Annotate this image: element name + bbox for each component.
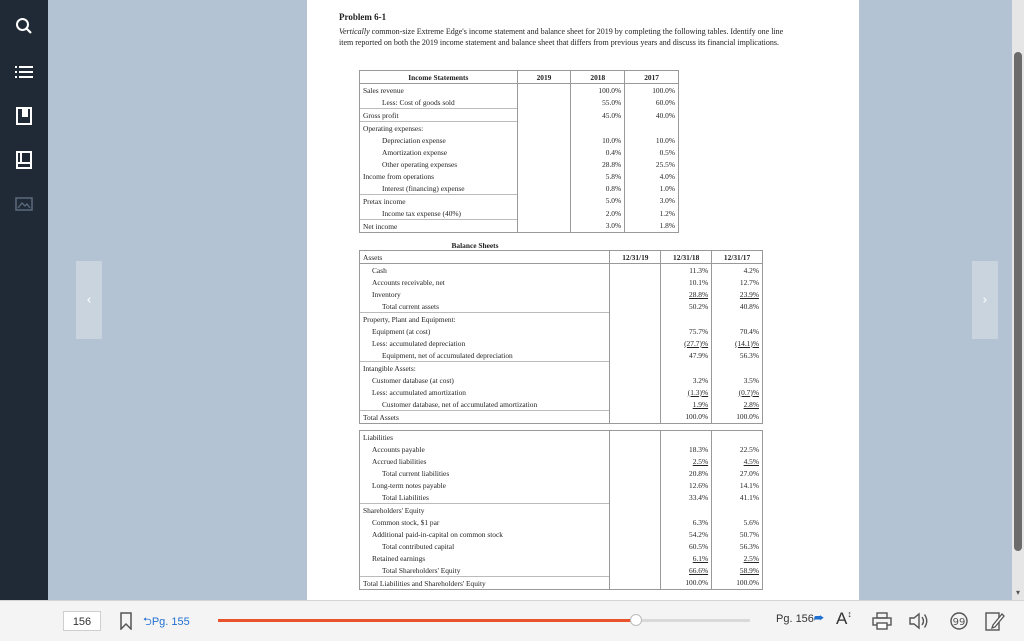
- problem-intro-emphasis: Vertically: [339, 27, 370, 36]
- balance-row-label: Inventory: [360, 288, 610, 300]
- balance-cell-2018: (1.3)%: [661, 386, 712, 398]
- balance-row: [360, 504, 763, 517]
- balance-cell-2017: (14.1)%: [712, 337, 763, 349]
- income-cell-2018: 5.8%: [571, 170, 625, 182]
- balance-cell-2019: [610, 411, 661, 424]
- reading-progress-fill: [218, 619, 636, 622]
- balance-row-label: Accounts payable: [360, 443, 610, 455]
- balance-cell-2017: 40.8%: [712, 300, 763, 313]
- balance-row-label: Total Shareholders' Equity: [360, 564, 610, 577]
- income-cell-2018: 45.0%: [571, 109, 625, 122]
- problem-instructions: [339, 26, 799, 48]
- balance-row-label: Equipment, net of accumulated depreciation: [360, 349, 610, 362]
- balance-cell-2019: [610, 504, 661, 517]
- income-cell-2019: [517, 134, 571, 146]
- previous-page-button[interactable]: [76, 261, 102, 339]
- income-cell-2017: 3.0%: [625, 195, 679, 208]
- income-header-2019: 2019: [517, 71, 571, 84]
- balance-cell-2018: 28.8%: [661, 288, 712, 300]
- balance-cell-2019: [610, 264, 661, 277]
- balance-cell-2018: 50.2%: [661, 300, 712, 313]
- income-cell-2017: 10.0%: [625, 134, 679, 146]
- balance-row-label: Customer database, net of accumulated amortization: [360, 398, 610, 411]
- balance-cell-2017: 56.3%: [712, 540, 763, 552]
- income-cell-2017: 25.5%: [625, 158, 679, 170]
- balance-row: [360, 411, 763, 424]
- notes-edit-icon[interactable]: [985, 610, 1005, 632]
- balance-spacer-cell: [360, 424, 763, 431]
- book-page: [307, 0, 859, 600]
- balance-row: [360, 443, 763, 455]
- scroll-down-icon[interactable]: ▾: [1015, 588, 1020, 597]
- balance-cell-2019: [610, 276, 661, 288]
- balance-sheet-title: Balance Sheets: [451, 240, 499, 250]
- balance-cell-2018: (27.7)%: [661, 337, 712, 349]
- balance-cell-2018: 12.6%: [661, 479, 712, 491]
- notebook-button[interactable]: [0, 140, 48, 180]
- balance-header-2017: 12/31/17: [712, 251, 763, 264]
- balance-row: [360, 325, 763, 337]
- balance-cell-2018: 100.0%: [661, 411, 712, 424]
- next-page-button[interactable]: [972, 261, 998, 339]
- balance-row: [360, 491, 763, 504]
- text-size-button[interactable]: [836, 609, 852, 629]
- balance-cell-2017: 41.1%: [712, 491, 763, 504]
- income-cell-2018: [571, 122, 625, 135]
- balance-cell-2017: [712, 431, 763, 444]
- balance-header-2018: 12/31/18: [661, 251, 712, 264]
- reading-progress-bar[interactable]: [218, 619, 750, 622]
- balance-cell-2018: 100.0%: [661, 577, 712, 590]
- forward-page-link[interactable]: [776, 613, 824, 626]
- balance-row: [360, 362, 763, 375]
- balance-cell-2019: [610, 337, 661, 349]
- income-row: [360, 84, 679, 97]
- balance-cell-2017: 27.0%: [712, 467, 763, 479]
- income-cell-2019: [517, 146, 571, 158]
- balance-cell-2017: [712, 362, 763, 375]
- back-to-page-label: Pg. 155: [151, 616, 190, 628]
- balance-cell-2018: 20.8%: [661, 467, 712, 479]
- income-cell-2019: [517, 96, 571, 109]
- balance-row-label: Total current liabilities: [360, 467, 610, 479]
- balance-row-label: Total contributed capital: [360, 540, 610, 552]
- balance-cell-2017: 100.0%: [712, 577, 763, 590]
- problem-title: Problem 6-1: [339, 12, 387, 22]
- income-row-label: Net income: [360, 220, 518, 233]
- text-size-icon: A: [836, 609, 848, 628]
- income-cell-2019: [517, 207, 571, 220]
- balance-row-label: Total current assets: [360, 300, 610, 313]
- balance-cell-2018: 1.9%: [661, 398, 712, 411]
- income-cell-2017: 4.0%: [625, 170, 679, 182]
- balance-cell-2019: [610, 479, 661, 491]
- balance-row-label: Intangible Assets:: [360, 362, 610, 375]
- balance-row: [360, 479, 763, 491]
- balance-cell-2018: 33.4%: [661, 491, 712, 504]
- print-icon[interactable]: [872, 612, 892, 630]
- balance-row: [360, 288, 763, 300]
- balance-row: [360, 349, 763, 362]
- income-row: [360, 122, 679, 135]
- income-cell-2018: 2.0%: [571, 207, 625, 220]
- income-row-label: Less: Cost of goods sold: [360, 96, 518, 109]
- income-cell-2017: 60.0%: [625, 96, 679, 109]
- vertical-scrollbar[interactable]: [1012, 0, 1024, 600]
- balance-row-label: Liabilities: [360, 431, 610, 444]
- balance-cell-2017: 4.5%: [712, 455, 763, 467]
- balance-row: [360, 398, 763, 411]
- forward-page-label: Pg. 156: [776, 613, 814, 625]
- income-row: [360, 134, 679, 146]
- balance-row-label: Total Liabilities: [360, 491, 610, 504]
- income-cell-2019: [517, 220, 571, 233]
- balance-row-label: Cash: [360, 264, 610, 277]
- bookmark-page-icon: [16, 107, 32, 125]
- balance-row-label: Accounts receivable, net: [360, 276, 610, 288]
- balance-header-assets: Assets: [360, 251, 610, 264]
- book-icon: [16, 151, 32, 169]
- balance-cell-2019: [610, 349, 661, 362]
- income-row: [360, 170, 679, 182]
- balance-row-label: Total Assets: [360, 411, 610, 424]
- balance-row: [360, 516, 763, 528]
- balance-cell-2019: [610, 362, 661, 375]
- contents-button[interactable]: [0, 52, 48, 92]
- income-row: [360, 146, 679, 158]
- left-toolbar: [0, 0, 48, 640]
- balance-row: [360, 540, 763, 552]
- chevron-left-icon: ‹: [86, 292, 92, 308]
- balance-cell-2019: [610, 552, 661, 564]
- balance-cell-2019: [610, 431, 661, 444]
- balance-header-2019: 12/31/19: [610, 251, 661, 264]
- balance-row: [360, 313, 763, 326]
- balance-cell-2018: [661, 313, 712, 326]
- balance-cell-2018: 66.6%: [661, 564, 712, 577]
- income-cell-2018: 0.4%: [571, 146, 625, 158]
- back-arrow-icon: ⮌: [143, 616, 152, 628]
- balance-row: [360, 300, 763, 313]
- balance-row-label: Less: accumulated depreciation: [360, 337, 610, 349]
- balance-cell-2019: [610, 300, 661, 313]
- balance-row-label: Less: accumulated amortization: [360, 386, 610, 398]
- balance-cell-2019: [610, 374, 661, 386]
- income-header-2017: 2017: [625, 71, 679, 84]
- income-row-label: Pretax income: [360, 195, 518, 208]
- balance-cell-2019: [610, 516, 661, 528]
- page-number-input[interactable]: 156: [63, 611, 101, 631]
- balance-cell-2019: [610, 491, 661, 504]
- balance-row: [360, 528, 763, 540]
- income-cell-2019: [517, 195, 571, 208]
- balance-cell-2018: [661, 431, 712, 444]
- search-button[interactable]: [0, 6, 48, 46]
- income-cell-2018: 55.0%: [571, 96, 625, 109]
- income-cell-2019: [517, 122, 571, 135]
- balance-cell-2018: 6.1%: [661, 552, 712, 564]
- income-cell-2019: [517, 158, 571, 170]
- balance-row-label: Retained earnings: [360, 552, 610, 564]
- balance-cell-2017: 56.3%: [712, 349, 763, 362]
- balance-cell-2019: [610, 443, 661, 455]
- income-row: [360, 109, 679, 122]
- bookmarks-button[interactable]: [0, 96, 48, 136]
- balance-cell-2018: 60.5%: [661, 540, 712, 552]
- balance-cell-2017: [712, 313, 763, 326]
- income-statement-table: [359, 70, 679, 233]
- svg-text:99: 99: [952, 617, 966, 628]
- balance-cell-2018: 11.3%: [661, 264, 712, 277]
- balance-cell-2017: 3.5%: [712, 374, 763, 386]
- balance-row: [360, 264, 763, 277]
- balance-cell-2018: 47.9%: [661, 349, 712, 362]
- balance-cell-2018: 2.5%: [661, 455, 712, 467]
- text-size-updown-icon: ↕: [847, 609, 852, 619]
- balance-cell-2017: 58.9%: [712, 564, 763, 577]
- list-icon: [15, 64, 33, 80]
- income-row-label: Income tax expense (40%): [360, 207, 518, 220]
- balance-row-label: Total Liabilities and Shareholders' Equity: [360, 577, 610, 590]
- income-row-label: Operating expenses:: [360, 122, 518, 135]
- back-to-page-link[interactable]: [143, 613, 190, 632]
- income-row: [360, 220, 679, 233]
- balance-cell-2019: [610, 540, 661, 552]
- quote-icon[interactable]: [949, 611, 969, 631]
- income-cell-2019: [517, 84, 571, 97]
- balance-row-label: Shareholders' Equity: [360, 504, 610, 517]
- balance-cell-2019: [610, 386, 661, 398]
- income-row-label: Depreciation expense: [360, 134, 518, 146]
- income-row-label: Sales revenue: [360, 84, 518, 97]
- balance-cell-2019: [610, 313, 661, 326]
- balance-row-label: Additional paid-in-capital on common stock: [360, 528, 610, 540]
- balance-cell-2017: 23.9%: [712, 288, 763, 300]
- balance-cell-2017: 14.1%: [712, 479, 763, 491]
- image-button[interactable]: [0, 184, 48, 224]
- balance-row: [360, 386, 763, 398]
- income-cell-2019: [517, 182, 571, 195]
- income-row: [360, 96, 679, 109]
- income-cell-2018: 100.0%: [571, 84, 625, 97]
- income-cell-2018: 5.0%: [571, 195, 625, 208]
- balance-row-label: Common stock, $1 par: [360, 516, 610, 528]
- bottom-toolbar: [0, 600, 1024, 641]
- scrollbar-thumb[interactable]: [1014, 52, 1022, 551]
- income-header-label: Income Statements: [360, 71, 518, 84]
- balance-row-label: Accrued liabilities: [360, 455, 610, 467]
- balance-cell-2017: 4.2%: [712, 264, 763, 277]
- income-cell-2018: 0.8%: [571, 182, 625, 195]
- balance-cell-2017: 2.5%: [712, 552, 763, 564]
- income-row: [360, 195, 679, 208]
- bookmark-icon[interactable]: [120, 612, 132, 630]
- balance-cell-2018: 6.3%: [661, 516, 712, 528]
- balance-row: [360, 577, 763, 590]
- balance-row: [360, 431, 763, 444]
- balance-cell-2019: [610, 577, 661, 590]
- balance-cell-2017: 2.8%: [712, 398, 763, 411]
- balance-row: [360, 276, 763, 288]
- income-cell-2019: [517, 109, 571, 122]
- balance-cell-2019: [610, 564, 661, 577]
- forward-arrow-icon: ⮫: [813, 613, 825, 625]
- problem-intro-text: common-size Extreme Edge's income statement and balance sheet for 2019 by completing the following tables. Identify one line item reported on both the 2019 income statement and balance sheet that differs from previous years and discuss its financial implications.: [339, 27, 784, 47]
- balance-cell-2017: [712, 504, 763, 517]
- balance-row-label: Property, Plant and Equipment:: [360, 313, 610, 326]
- income-cell-2017: 0.5%: [625, 146, 679, 158]
- balance-cell-2018: 54.2%: [661, 528, 712, 540]
- balance-cell-2017: 70.4%: [712, 325, 763, 337]
- balance-row: [360, 374, 763, 386]
- balance-row: [360, 337, 763, 349]
- balance-cell-2017: 12.7%: [712, 276, 763, 288]
- balance-cell-2018: 10.1%: [661, 276, 712, 288]
- income-row-label: Interest (financing) expense: [360, 182, 518, 195]
- balance-cell-2019: [610, 398, 661, 411]
- balance-spacer-row: [360, 424, 763, 431]
- balance-cell-2019: [610, 467, 661, 479]
- balance-cell-2017: 5.6%: [712, 516, 763, 528]
- read-aloud-icon[interactable]: [908, 611, 930, 631]
- balance-row: [360, 467, 763, 479]
- balance-row: [360, 552, 763, 564]
- income-row-label: Gross profit: [360, 109, 518, 122]
- income-header-2018: 2018: [571, 71, 625, 84]
- balance-cell-2018: 3.2%: [661, 374, 712, 386]
- reader-viewport: [48, 0, 1012, 600]
- balance-cell-2019: [610, 455, 661, 467]
- balance-row-label: Long-term notes payable: [360, 479, 610, 491]
- reading-progress-handle[interactable]: [630, 614, 642, 626]
- balance-cell-2019: [610, 325, 661, 337]
- income-cell-2017: 1.0%: [625, 182, 679, 195]
- income-rows: [360, 84, 679, 233]
- balance-cell-2019: [610, 528, 661, 540]
- balance-row-label: Equipment (at cost): [360, 325, 610, 337]
- income-cell-2017: 1.8%: [625, 220, 679, 233]
- balance-rows: [360, 264, 763, 590]
- balance-cell-2018: 18.3%: [661, 443, 712, 455]
- income-cell-2017: 1.2%: [625, 207, 679, 220]
- balance-cell-2017: 22.5%: [712, 443, 763, 455]
- income-cell-2017: 40.0%: [625, 109, 679, 122]
- income-row: [360, 182, 679, 195]
- balance-cell-2017: 50.7%: [712, 528, 763, 540]
- balance-cell-2018: [661, 362, 712, 375]
- balance-sheet-table: [359, 240, 763, 590]
- chevron-right-icon: ›: [982, 292, 988, 308]
- income-row: [360, 158, 679, 170]
- balance-row-label: Customer database (at cost): [360, 374, 610, 386]
- income-cell-2018: 3.0%: [571, 220, 625, 233]
- balance-cell-2017: (0.7)%: [712, 386, 763, 398]
- balance-row: [360, 564, 763, 577]
- income-cell-2019: [517, 170, 571, 182]
- search-icon: [15, 17, 33, 35]
- income-row-label: Other operating expenses: [360, 158, 518, 170]
- income-row-label: Amortization expense: [360, 146, 518, 158]
- income-row-label: Income from operations: [360, 170, 518, 182]
- income-cell-2018: 28.8%: [571, 158, 625, 170]
- income-cell-2017: [625, 122, 679, 135]
- balance-cell-2017: 100.0%: [712, 411, 763, 424]
- income-row: [360, 207, 679, 220]
- balance-row: [360, 455, 763, 467]
- image-icon: [15, 197, 33, 211]
- income-cell-2018: 10.0%: [571, 134, 625, 146]
- income-cell-2017: 100.0%: [625, 84, 679, 97]
- balance-cell-2019: [610, 288, 661, 300]
- balance-cell-2018: [661, 504, 712, 517]
- balance-cell-2018: 75.7%: [661, 325, 712, 337]
